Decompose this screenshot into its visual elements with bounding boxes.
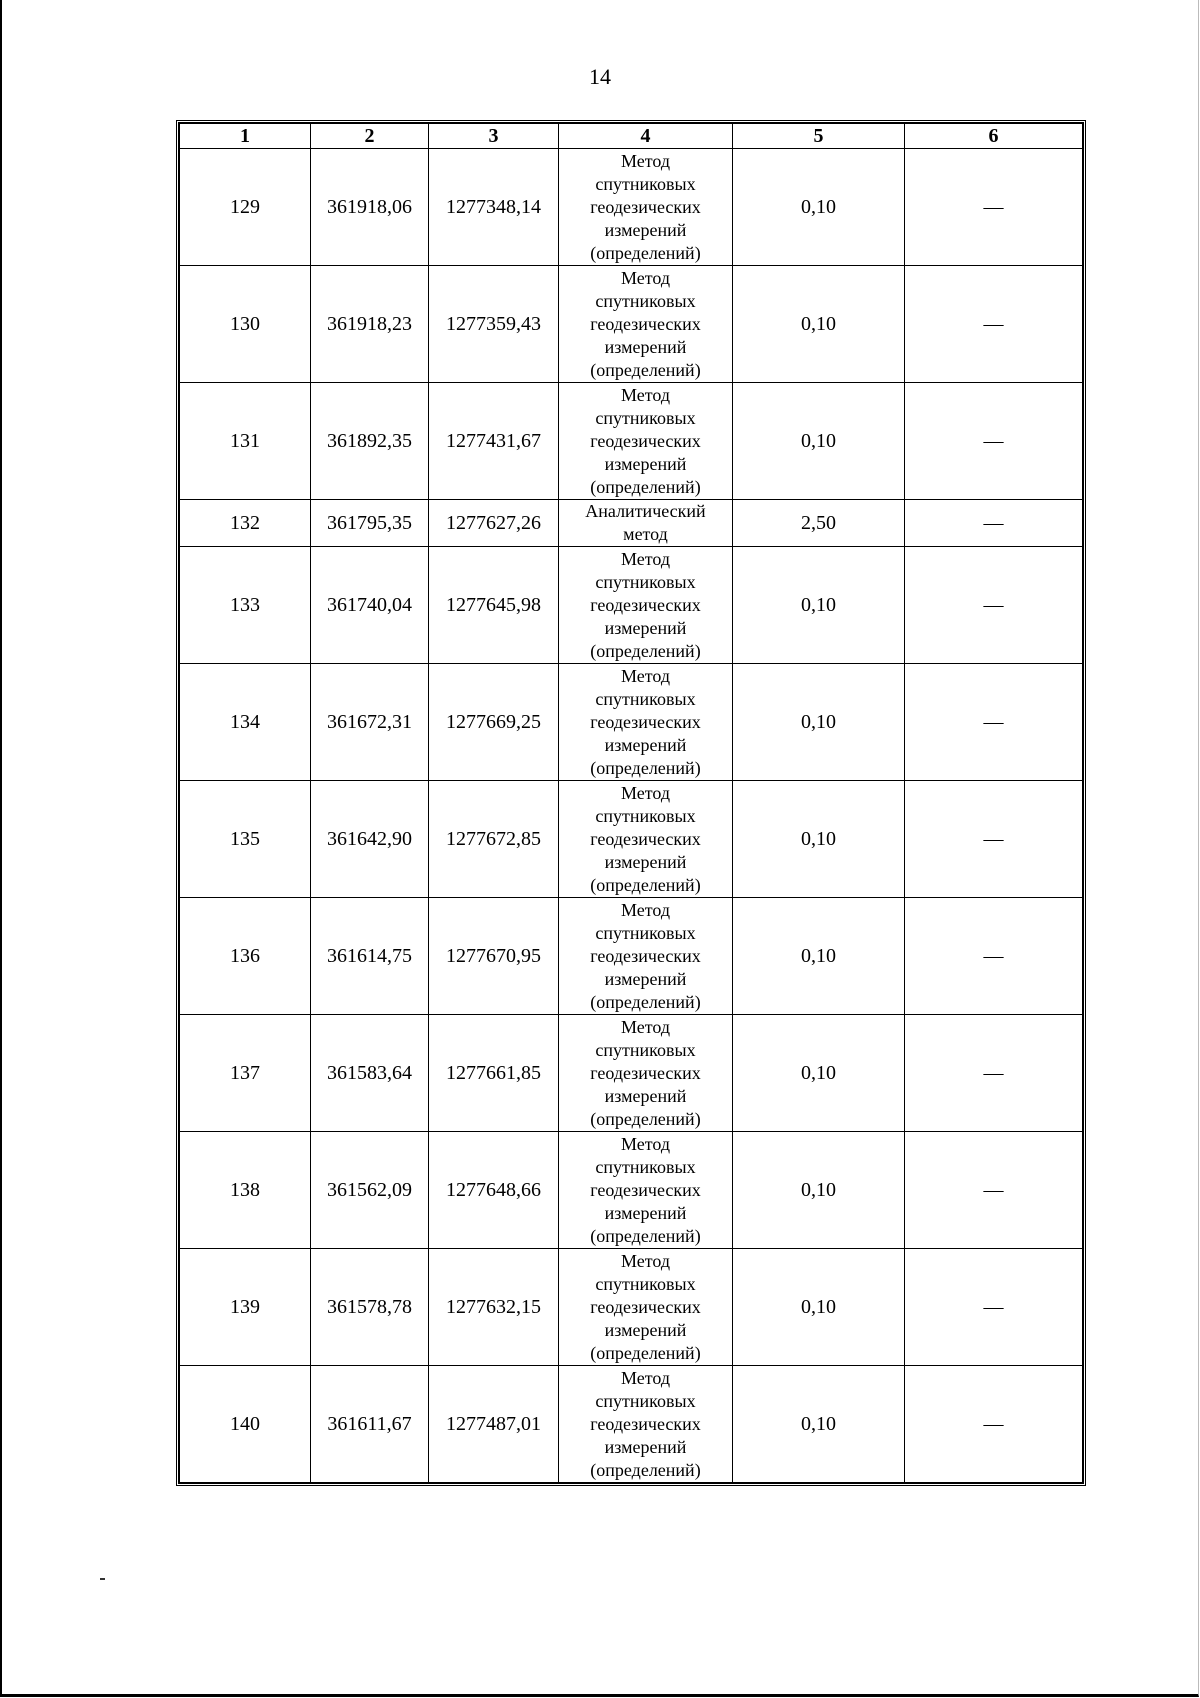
header-col-2: 2 <box>311 124 429 149</box>
coordinate-x-cell: 361562,09 <box>311 1132 429 1249</box>
header-col-6: 6 <box>905 124 1083 149</box>
table-row <box>180 547 1083 664</box>
coordinate-y-cell: 1277661,85 <box>429 1015 559 1132</box>
note-cell: — <box>905 898 1083 1015</box>
point-number-cell: 134 <box>180 664 311 781</box>
method-cell <box>559 1132 733 1249</box>
accuracy-cell: 0,10 <box>733 547 905 664</box>
method-line: измерений <box>604 968 687 989</box>
method-line: Метод <box>620 782 671 803</box>
method-cell <box>559 664 733 781</box>
method-line: Метод <box>620 384 671 405</box>
coordinate-y-cell: 1277645,98 <box>429 547 559 664</box>
table-row <box>180 1015 1083 1132</box>
accuracy-cell: 0,10 <box>733 1015 905 1132</box>
note-cell: — <box>905 383 1083 500</box>
point-number-cell: 129 <box>180 149 311 266</box>
method-line: измерений <box>604 1085 687 1106</box>
method-line: Метод <box>620 548 671 569</box>
method-cell <box>559 1249 733 1366</box>
method-line: (определений) <box>590 991 701 1012</box>
method-line: спутниковых <box>595 1390 696 1411</box>
coordinate-x-cell: 361892,35 <box>311 383 429 500</box>
coordinate-x-cell: 361614,75 <box>311 898 429 1015</box>
method-line: спутниковых <box>595 922 696 943</box>
method-line: (определений) <box>590 757 701 778</box>
method-line: геодезических <box>590 1413 701 1434</box>
note-cell: — <box>905 500 1083 547</box>
method-cell <box>559 149 733 266</box>
method-line: геодезических <box>590 1062 701 1083</box>
coordinate-x-cell: 361611,67 <box>311 1366 429 1483</box>
method-line: Метод <box>620 665 671 686</box>
accuracy-cell: 0,10 <box>733 149 905 266</box>
method-line: геодезических <box>590 594 701 615</box>
note-cell: — <box>905 149 1083 266</box>
coordinate-y-cell: 1277627,26 <box>429 500 559 547</box>
method-line: измерений <box>604 453 687 474</box>
note-cell: — <box>905 1132 1083 1249</box>
method-line: (определений) <box>590 476 701 497</box>
point-number-cell: 140 <box>180 1366 311 1483</box>
header-col-4: 4 <box>559 124 733 149</box>
coordinate-y-cell: 1277672,85 <box>429 781 559 898</box>
method-cell <box>559 266 733 383</box>
method-line: (определений) <box>590 874 701 895</box>
accuracy-cell: 0,10 <box>733 664 905 781</box>
method-cell <box>559 781 733 898</box>
method-line: (определений) <box>590 242 701 263</box>
accuracy-cell: 0,10 <box>733 898 905 1015</box>
method-line: спутниковых <box>595 290 696 311</box>
method-cell <box>559 383 733 500</box>
method-line: измерений <box>604 336 687 357</box>
method-line: спутниковых <box>595 571 696 592</box>
coordinates-table-frame <box>176 120 1086 1486</box>
coordinate-x-cell: 361795,35 <box>311 500 429 547</box>
method-cell <box>559 1366 733 1483</box>
method-line: спутниковых <box>595 1039 696 1060</box>
method-line: спутниковых <box>595 805 696 826</box>
method-line: (определений) <box>590 1108 701 1129</box>
table-row <box>180 500 1083 547</box>
point-number-cell: 131 <box>180 383 311 500</box>
accuracy-cell: 0,10 <box>733 1366 905 1483</box>
method-line: спутниковых <box>595 1156 696 1177</box>
coordinate-x-cell: 361672,31 <box>311 664 429 781</box>
note-cell: — <box>905 1249 1083 1366</box>
method-line: метод <box>623 524 668 544</box>
method-line: геодезических <box>590 1179 701 1200</box>
method-line: измерений <box>604 734 687 755</box>
coordinate-y-cell: 1277648,66 <box>429 1132 559 1249</box>
method-line: геодезических <box>590 196 701 217</box>
method-line: Метод <box>620 1250 671 1271</box>
method-line: измерений <box>604 1436 687 1457</box>
header-col-3: 3 <box>429 124 559 149</box>
method-line: измерений <box>604 851 687 872</box>
method-line: (определений) <box>590 640 701 661</box>
table-header-row <box>180 124 1083 149</box>
note-cell: — <box>905 266 1083 383</box>
coordinate-y-cell: 1277348,14 <box>429 149 559 266</box>
table-row <box>180 266 1083 383</box>
coordinates-table <box>179 123 1083 1483</box>
page-number: 14 <box>589 64 611 89</box>
scan-mark <box>100 1578 105 1580</box>
method-cell <box>559 898 733 1015</box>
note-cell: — <box>905 547 1083 664</box>
table-row <box>180 664 1083 781</box>
point-number-cell: 135 <box>180 781 311 898</box>
method-line: геодезических <box>590 828 701 849</box>
method-line: Метод <box>620 1016 671 1037</box>
point-number-cell: 133 <box>180 547 311 664</box>
method-line: измерений <box>604 1202 687 1223</box>
accuracy-cell: 2,50 <box>733 500 905 547</box>
method-line: (определений) <box>590 359 701 380</box>
note-cell: — <box>905 664 1083 781</box>
method-line: измерений <box>604 219 687 240</box>
table-body <box>180 149 1083 1483</box>
method-line: спутниковых <box>595 407 696 428</box>
coordinate-y-cell: 1277669,25 <box>429 664 559 781</box>
method-line: Метод <box>620 150 671 171</box>
method-line: Метод <box>620 899 671 920</box>
method-cell <box>559 547 733 664</box>
coordinate-x-cell: 361578,78 <box>311 1249 429 1366</box>
method-line: (определений) <box>590 1225 701 1246</box>
coordinate-y-cell: 1277670,95 <box>429 898 559 1015</box>
accuracy-cell: 0,10 <box>733 266 905 383</box>
method-line: Метод <box>620 267 671 288</box>
table-row <box>180 383 1083 500</box>
method-line: (определений) <box>590 1342 701 1363</box>
method-line: спутниковых <box>595 688 696 709</box>
method-line: Аналитический <box>585 501 706 521</box>
method-line: спутниковых <box>595 173 696 194</box>
coordinate-x-cell: 361642,90 <box>311 781 429 898</box>
table-row <box>180 781 1083 898</box>
method-line: измерений <box>604 617 687 638</box>
method-line: (определений) <box>590 1459 701 1480</box>
accuracy-cell: 0,10 <box>733 781 905 898</box>
method-cell <box>559 1015 733 1132</box>
method-line: геодезических <box>590 945 701 966</box>
note-cell: — <box>905 1015 1083 1132</box>
note-cell: — <box>905 781 1083 898</box>
point-number-cell: 139 <box>180 1249 311 1366</box>
table-row <box>180 1132 1083 1249</box>
accuracy-cell: 0,10 <box>733 1249 905 1366</box>
note-cell: — <box>905 1366 1083 1483</box>
coordinate-x-cell: 361583,64 <box>311 1015 429 1132</box>
header-col-5: 5 <box>733 124 905 149</box>
point-number-cell: 136 <box>180 898 311 1015</box>
table-row <box>180 1249 1083 1366</box>
accuracy-cell: 0,10 <box>733 383 905 500</box>
coordinate-x-cell: 361918,23 <box>311 266 429 383</box>
point-number-cell: 138 <box>180 1132 311 1249</box>
point-number-cell: 130 <box>180 266 311 383</box>
coordinate-y-cell: 1277632,15 <box>429 1249 559 1366</box>
header-col-1: 1 <box>180 124 311 149</box>
table-row <box>180 898 1083 1015</box>
method-line: геодезических <box>590 430 701 451</box>
table-row <box>180 149 1083 266</box>
coordinate-y-cell: 1277487,01 <box>429 1366 559 1483</box>
method-line: спутниковых <box>595 1273 696 1294</box>
method-line: геодезических <box>590 313 701 334</box>
method-cell <box>559 500 733 547</box>
coordinate-y-cell: 1277359,43 <box>429 266 559 383</box>
method-line: измерений <box>604 1319 687 1340</box>
coordinate-y-cell: 1277431,67 <box>429 383 559 500</box>
point-number-cell: 137 <box>180 1015 311 1132</box>
accuracy-cell: 0,10 <box>733 1132 905 1249</box>
table-row <box>180 1366 1083 1483</box>
point-number-cell: 132 <box>180 500 311 547</box>
method-line: Метод <box>620 1133 671 1154</box>
coordinate-x-cell: 361740,04 <box>311 547 429 664</box>
method-line: геодезических <box>590 711 701 732</box>
coordinate-x-cell: 361918,06 <box>311 149 429 266</box>
method-line: геодезических <box>590 1296 701 1317</box>
method-line: Метод <box>620 1367 671 1388</box>
